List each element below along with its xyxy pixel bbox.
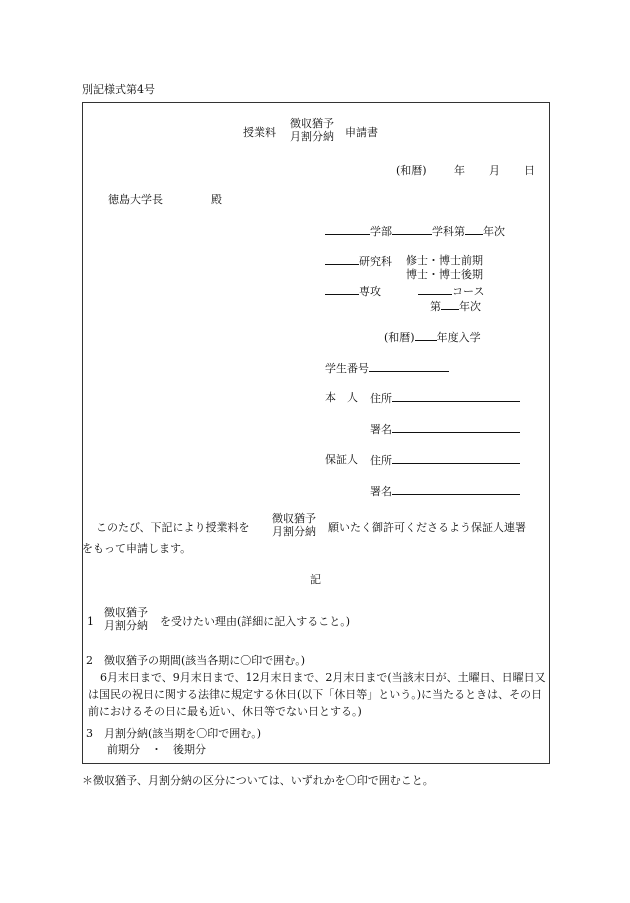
addressee-honorific: 殿: [211, 193, 222, 206]
statement-after: 願いたく御許可くださるよう保証人連署: [328, 521, 526, 534]
guarantor-address-line: [370, 453, 520, 468]
statement-options: [268, 512, 320, 538]
course-master: 修士・博士前期: [406, 254, 483, 267]
self-signature-blank[interactable]: [392, 422, 520, 433]
enrollment-era: (和暦): [384, 331, 415, 344]
enrollment-label: 年度入学: [436, 331, 481, 344]
item2-body: 6月末日まで、9月末日まで、12月末日まで、2月末日まで(当該末日が、土曜日、日曜日又は国民の祝日に関する法律に規定する休日(以下「休日等」という。)に当たるときは、その日前におけるその日に最も近い、休日等でない日とする。): [88, 671, 546, 718]
item1-options: [100, 606, 152, 632]
major-label: 専攻: [359, 285, 381, 298]
student-number-line: [325, 361, 449, 376]
department-blank[interactable]: [392, 224, 432, 235]
guarantor-address-label: 住所: [370, 454, 392, 467]
faculty-blank[interactable]: [325, 224, 370, 235]
course-label: コース: [452, 285, 485, 298]
enrollment-line: [384, 330, 481, 345]
grade-blank[interactable]: [465, 224, 483, 235]
guarantor-label: 保証人: [325, 453, 358, 466]
grade-label: 年次: [483, 225, 505, 238]
self-signature-line: [370, 422, 520, 437]
footnote: ＊徴収猶予、月割分納の区分については、いずれかを〇印で囲むこと。: [82, 774, 434, 787]
course-year-label: 年次: [459, 300, 481, 313]
guarantor-signature-line: [370, 484, 520, 499]
self-signature-label: 署名: [370, 423, 392, 436]
item2-heading: 2 徴収猶予の期間(該当各期に〇印で囲む。): [86, 654, 306, 667]
title-options: [287, 117, 337, 143]
student-number-label: 学生番号: [325, 362, 369, 375]
date-year: 年: [454, 164, 465, 177]
title-option-deferral: 徴収猶予: [290, 117, 334, 130]
statement-before: このたび、下記により授業料を: [96, 521, 250, 534]
statement-line2: をもって申請します。: [82, 542, 192, 555]
statement-option-installment: 月割分納: [272, 525, 316, 538]
course-doctor: 博士・博士後期: [406, 268, 483, 281]
date-month: 月: [489, 164, 500, 177]
form-number: 別記様式第4号: [82, 83, 155, 96]
student-number-blank[interactable]: [369, 361, 449, 372]
item1-option-deferral: 徴収猶予: [104, 606, 148, 619]
self-address-blank[interactable]: [392, 391, 520, 402]
department-label: 学科第: [432, 225, 465, 238]
guarantor-signature-blank[interactable]: [392, 484, 520, 495]
graduate-school-blank[interactable]: [325, 254, 359, 265]
item3-options: 前期分 ・ 後期分: [107, 743, 206, 756]
graduate-school-label: 研究科: [359, 255, 392, 268]
self-address-line: [370, 391, 520, 406]
course-year-blank[interactable]: [441, 299, 459, 310]
graduate-school-line: [325, 254, 392, 269]
title-suffix: 申請書: [345, 126, 378, 139]
major-blank[interactable]: [325, 284, 359, 295]
faculty-line: [325, 224, 505, 239]
course-blank[interactable]: [418, 284, 452, 295]
title-prefix: 授業料: [243, 126, 276, 139]
self-label: 本 人: [325, 391, 358, 404]
dai-label: 第: [430, 300, 441, 313]
major-line: [325, 284, 381, 299]
item3-heading: 3 月割分納(該当期を〇印で囲む。): [86, 727, 262, 740]
self-address-label: 住所: [370, 392, 392, 405]
date-era: (和暦): [396, 164, 427, 177]
item1-text: を受けたい理由(詳細に記入すること。): [160, 615, 351, 628]
enrollment-year-blank[interactable]: [415, 330, 437, 341]
course-year-line: [430, 299, 481, 314]
item1-option-installment: 月割分納: [104, 619, 148, 632]
date-day: 日: [524, 164, 535, 177]
course-line: [418, 284, 484, 299]
guarantor-address-blank[interactable]: [392, 453, 520, 464]
ki-label: 記: [310, 573, 321, 586]
statement-option-deferral: 徴収猶予: [272, 512, 316, 525]
title-option-installment: 月割分納: [290, 130, 334, 143]
addressee-name: 徳島大学長: [108, 193, 163, 206]
guarantor-signature-label: 署名: [370, 485, 392, 498]
item1-number: 1: [87, 615, 94, 628]
faculty-label: 学部: [370, 225, 392, 238]
